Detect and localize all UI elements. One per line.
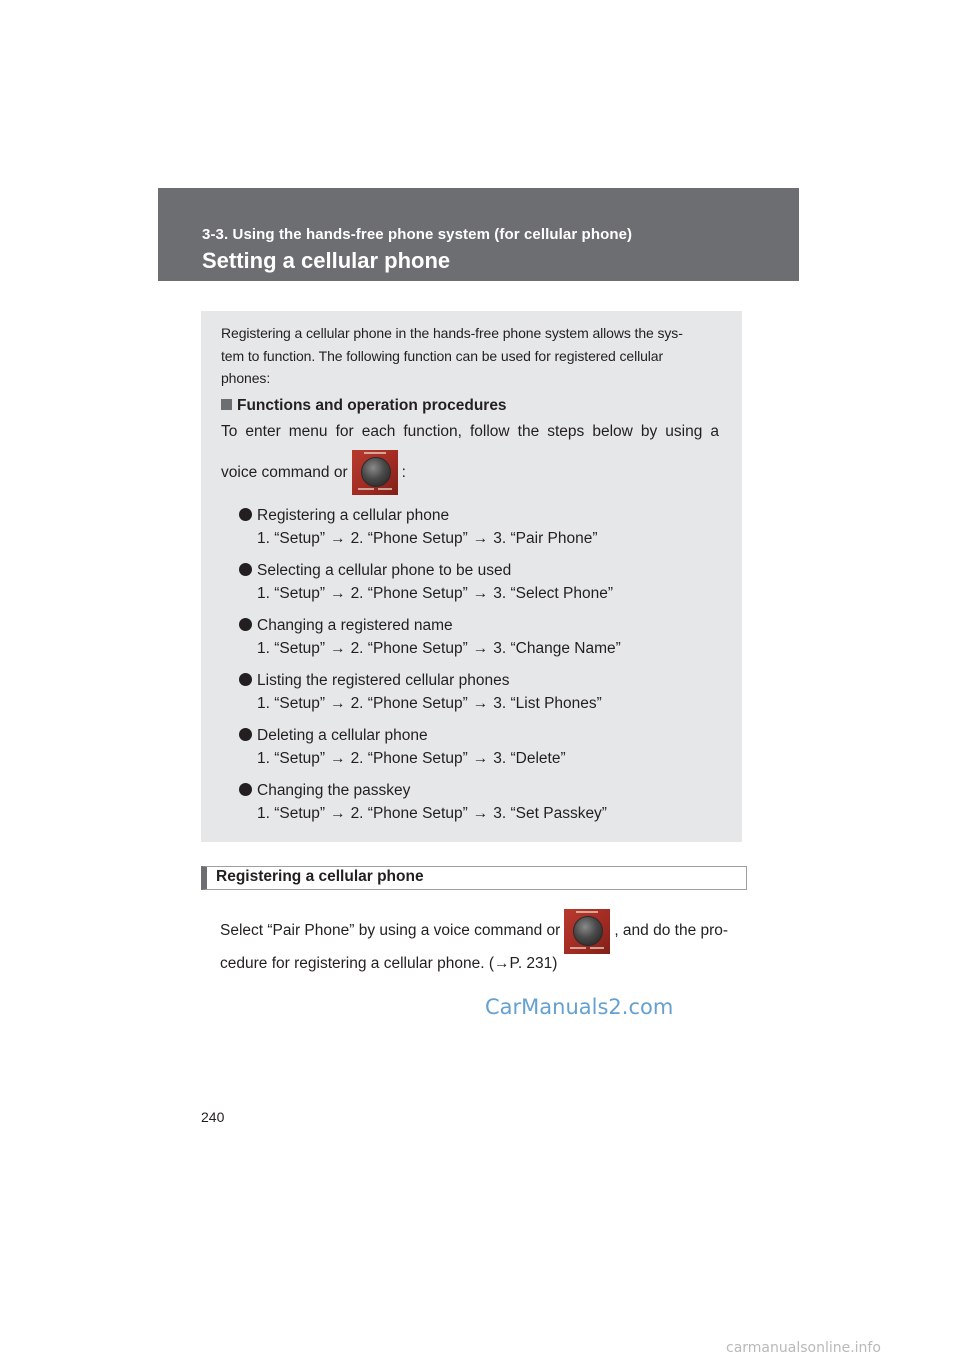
- item-steps: 1. “Setup” → 2. “Phone Setup” → 3. “Change Name”: [257, 640, 621, 657]
- bullet-dot-icon: [239, 618, 252, 631]
- sub-heading: [221, 397, 507, 415]
- item-title: Selecting a cellular phone to be used: [257, 562, 512, 579]
- function-list: [239, 504, 729, 834]
- list-item: [239, 559, 729, 614]
- section-header: [158, 188, 799, 281]
- instruction-line: [221, 450, 406, 495]
- registering-body-line: [220, 908, 728, 954]
- intro-line: tem to function. The following function can be used for registered cellular: [221, 347, 664, 364]
- registering-body-line: cedure for registering a cellular phone. (→P. 231): [220, 955, 558, 972]
- item-steps: 1. “Setup” → 2. “Phone Setup” → 3. “Pair Phone”: [257, 530, 598, 547]
- item-steps: 1. “Setup” → 2. “Phone Setup” → 3. “Set Passkey”: [257, 805, 607, 822]
- square-marker-icon: [221, 399, 232, 410]
- registering-heading-text: Registering a cellular phone: [216, 868, 424, 885]
- item-steps: 1. “Setup” → 2. “Phone Setup” → 3. “Delete”: [257, 750, 566, 767]
- instruction-text: :: [401, 463, 406, 481]
- list-item: [239, 669, 729, 724]
- footer-watermark: carmanualsonline.info: [726, 1340, 881, 1356]
- body-text: Select “Pair Phone” by using a voice command or: [220, 922, 561, 939]
- bullet-dot-icon: [239, 783, 252, 796]
- bullet-dot-icon: [239, 508, 252, 521]
- list-item: [239, 724, 729, 779]
- item-steps: 1. “Setup” → 2. “Phone Setup” → 3. “Select Phone”: [257, 585, 614, 602]
- list-item: [239, 614, 729, 669]
- controller-knob-icon: [564, 909, 610, 954]
- page-title: Setting a cellular phone: [202, 248, 451, 273]
- intro-text: [221, 322, 721, 390]
- bullet-dot-icon: [239, 563, 252, 576]
- page-number: 240: [201, 1109, 225, 1125]
- intro-line: Registering a cellular phone in the hands-free phone system allows the sys-: [221, 325, 683, 341]
- controller-knob-icon: [352, 450, 398, 495]
- section-label: 3-3. Using the hands-free phone system (for cellular phone): [202, 226, 633, 243]
- item-title: Deleting a cellular phone: [257, 727, 428, 744]
- info-box: [201, 311, 742, 842]
- item-title: Changing a registered name: [257, 617, 453, 634]
- sub-heading-text: Functions and operation procedures: [237, 397, 507, 414]
- body-text: , and do the pro-: [614, 922, 729, 939]
- list-item: [239, 504, 729, 559]
- item-title: Changing the passkey: [257, 782, 411, 799]
- list-item: [239, 779, 729, 834]
- item-title: Registering a cellular phone: [257, 507, 450, 524]
- bullet-dot-icon: [239, 728, 252, 741]
- instruction-line: To enter menu for each function, follow the steps below by using a: [221, 423, 719, 440]
- item-title: Listing the registered cellular phones: [257, 672, 510, 689]
- intro-line: phones:: [221, 370, 271, 386]
- item-steps: 1. “Setup” → 2. “Phone Setup” → 3. “List Phones”: [257, 695, 602, 712]
- bullet-dot-icon: [239, 673, 252, 686]
- instruction-text: voice command or: [221, 463, 348, 481]
- watermark-text: CarManuals2.com: [485, 995, 674, 1019]
- registering-heading: [201, 866, 747, 890]
